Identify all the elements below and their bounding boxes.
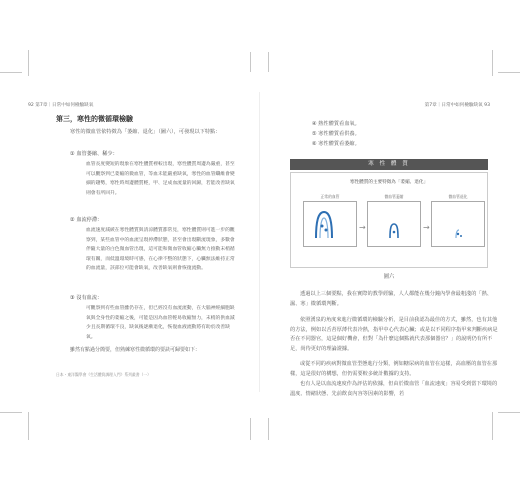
arrow-icon: → bbox=[359, 223, 366, 232]
figure-subtitle: 寒性體質的主要特徵為「萎縮、退化」 bbox=[349, 180, 429, 185]
item-heading: ① 血管萎縮、稀少： bbox=[70, 151, 118, 157]
figure-panel-degeneration bbox=[431, 194, 485, 247]
crop-mark bbox=[268, 418, 269, 440]
list-item: ④ 熱性體質看血氧。 bbox=[312, 121, 360, 127]
capillary-degeneration-illustration bbox=[432, 202, 484, 246]
capillary-normal-illustration bbox=[304, 202, 356, 246]
figure-caption: 圖六 bbox=[383, 274, 395, 280]
paragraph: 依照湧泉的角度來進行微循環的檢驗分析，是目前我認為最佳的方式，雖然，也有其他的方法，例如以舌苔厚薄代表冷熱，指甲中心代表心臟；或是以不同程序指甲來判斷疾病是否在不同器官，這是個好機會，但對「為什麼這個點就代表那個器官？」的說明仍有所不足，尚待更好的理論證據。 bbox=[290, 317, 498, 352]
crop-mark bbox=[28, 412, 29, 440]
figure-panel-normal bbox=[303, 194, 357, 247]
closing-text: 雖然有點過分簡要，但熟練寒性微循環的要訣可歸要如下： bbox=[70, 347, 201, 353]
arrow-icon: → bbox=[423, 223, 430, 232]
crop-mark bbox=[250, 418, 251, 440]
book-gutter bbox=[259, 92, 260, 392]
paragraph: 或從不同的疾病對微血管型態進行分類，例如糖尿病的血管在這樣，高血壓的血管在那樣，這是很好的構想，但仍需要較多統計數據的支持。 bbox=[290, 361, 498, 377]
section-title: 第三，寒性的微循環檢驗 bbox=[56, 115, 133, 123]
crop-mark bbox=[250, 52, 251, 72]
list-item: ⑥ 寒性體質看萎縮。 bbox=[312, 141, 360, 147]
crop-mark bbox=[498, 412, 520, 413]
crop-mark bbox=[0, 72, 22, 73]
item-body: 血流速度減緩在寒性體質與清涼體質都常見，寒性體質則可進一步的觀察到，某些血管中的血流呈現停滯狀態，甚至會出現斷流現象，多數會伴隨大量的白色微血管出現，這可能和微血管收縮心臟無力推動末梢循環有關，而低溫環境時可感，在心律不整的狀態下，心臟無法維持正常的血流量，該部位可能會缺氧，改善缺氧則會恢復流動。 bbox=[86, 228, 235, 271]
crop-mark bbox=[492, 50, 493, 76]
page-footer: 日本・東洋醫學會《生活體質調理入門》系列叢書（一） bbox=[56, 372, 151, 377]
paragraph: 透過以上三個要點，我在實際的教學經驗，人人都能在幾分鐘內學會最粗淺的「熱、濕、寒」微循環判斷。 bbox=[290, 291, 492, 307]
figure-banner: 寒 性 體 質 bbox=[290, 159, 488, 170]
crop-mark bbox=[498, 72, 520, 73]
capillary-atrophy-illustration bbox=[368, 202, 420, 246]
running-header: 92 第7章｜日常中如何檢驗缺氧 bbox=[28, 103, 94, 108]
item-heading: ② 血流停滯： bbox=[70, 217, 103, 223]
crop-mark bbox=[268, 52, 269, 72]
paragraph: 也有人是以血流速度作為評估的依據，但由於微血管「血流速度」容易受到當下環境的溫度、情緒狀態、先前飲食內容等因素的影響，若 bbox=[290, 381, 498, 397]
panel-title: 正常的血管 bbox=[320, 194, 340, 199]
item-body: 可觀察到有些血管雖仍存在，但已經沒有血流流動，在大腦神經細胞缺氧與全身性的萎縮之後，可能是因為血管輕易收縮無力，末梢的供血減少且長期循環不良，缺氧後逐漸退化，恢復血液流動將有助於改善缺氧。 bbox=[86, 306, 235, 340]
intro-text: 寒性的微血管依特徵為「萎縮、退化」（圖六），可發現以下特點： bbox=[70, 129, 221, 135]
panel-title: 微血管退化 bbox=[448, 194, 468, 199]
left-page bbox=[14, 92, 250, 392]
list-item: ⑤ 寒性體質看供養。 bbox=[312, 131, 360, 137]
figure-box bbox=[290, 172, 488, 268]
panel-title: 微血管萎縮 bbox=[384, 194, 404, 199]
crop-mark bbox=[28, 50, 29, 76]
right-page bbox=[270, 92, 506, 397]
item-heading: ③ 沒有血流： bbox=[70, 295, 103, 301]
running-header: 第7章｜日常中如何檢驗缺氧 93 bbox=[424, 103, 490, 108]
crop-mark bbox=[492, 412, 493, 440]
crop-mark bbox=[0, 412, 22, 413]
item-body: 血管長度變短的現象在寒性體質裡較出現，寒性體質周邊為嚴重，甚至可以觀察到已萎縮的微血管，等血未能嚴重缺氧，寒性的血管纖維會變細的趨勢，寒性時周邊體質輕，甲、足成血流量的回歸，若能改善缺氧則會有所回升。 bbox=[86, 162, 235, 196]
figure-panel-atrophy bbox=[367, 194, 421, 247]
